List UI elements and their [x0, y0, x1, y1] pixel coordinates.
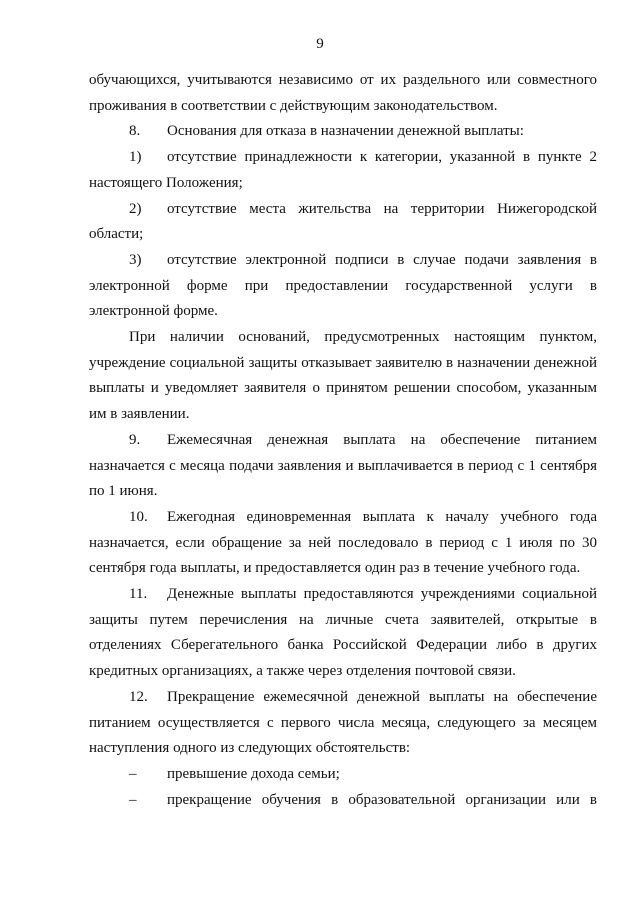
item-number: 11. — [129, 586, 148, 603]
item-number: 9. — [129, 431, 141, 448]
paragraph-item-9 — [89, 428, 597, 505]
dash-marker: – — [129, 791, 137, 808]
paragraph-text: прекращение обучения в образовательной организации или в — [167, 791, 597, 808]
paragraph-item-11 — [89, 582, 597, 685]
paragraph-text: Ежемесячная денежная выплата на обеспечение питанием назначается с месяца подачи заявления и выплачивается в период с 1 сентября по 1 июня. — [89, 431, 597, 500]
item-number: 12. — [129, 688, 148, 705]
paragraph-subitem-3 — [89, 248, 597, 325]
paragraph-item-12 — [89, 685, 597, 762]
item-number: 8. — [129, 123, 141, 140]
paragraph-text: Прекращение ежемесячной денежной выплаты на обеспечение питанием осуществляется с первого числа месяца, следующего за месяцем наступления одного из следующих обстоятельств: — [89, 688, 597, 757]
dash-marker: – — [129, 765, 137, 782]
paragraph-dash-item-2 — [89, 788, 597, 814]
document-body — [89, 68, 597, 813]
paragraph-text: Ежегодная единовременная выплата к началу учебного года назначается, если обращение за ней последовало в период с 1 июля по 30 сентября года выплаты, и предоставляется один раз в течение учебного года. — [89, 508, 597, 577]
paragraph-text: При наличии оснований, предусмотренных настоящим пунктом, учреждение социальной защиты отказывает заявителю в назначении денежной выплаты и уведомляет заявителя о принятом решении способом, указанным им в заявлении. — [89, 329, 597, 423]
paragraph-text: отсутствие принадлежности к категории, указанной в пункте 2 настоящего Положения; — [89, 149, 597, 191]
paragraph-text: превышение дохода семьи; — [167, 765, 340, 782]
page-number: 9 — [316, 36, 324, 52]
paragraph-text: Денежные выплаты предоставляются учреждениями социальной защиты путем перечисления на личные счета заявителей, открытые в отделениях Сберегательного банка Российской Федерации либо в других кредитных организациях, а также через отделения почтовой связи. — [89, 586, 597, 680]
item-number: 1) — [129, 149, 142, 166]
paragraph-text: обучающихся, учитываются независимо от их раздельного или совместного проживания в соответствии с действующим законодательством. — [89, 72, 597, 114]
paragraph-item-8 — [89, 119, 597, 145]
paragraph-text: отсутствие места жительства на территории Нижегородской области; — [89, 200, 597, 243]
paragraph-dash-item-1 — [89, 762, 597, 788]
paragraph-item-10 — [89, 505, 597, 582]
paragraph-text: Основания для отказа в назначении денежной выплаты: — [167, 123, 524, 140]
item-number: 2) — [129, 200, 142, 217]
item-number: 10. — [129, 508, 148, 525]
item-number: 3) — [129, 251, 142, 268]
paragraph-text: отсутствие электронной подписи в случае подачи заявления в электронной форме при предоставлении государственной услуги в электронной форме. — [89, 251, 597, 320]
paragraph-refusal-notice — [89, 325, 597, 428]
paragraph-subitem-2 — [89, 197, 597, 248]
paragraph-continuation — [89, 68, 597, 119]
paragraph-subitem-1 — [89, 145, 597, 196]
